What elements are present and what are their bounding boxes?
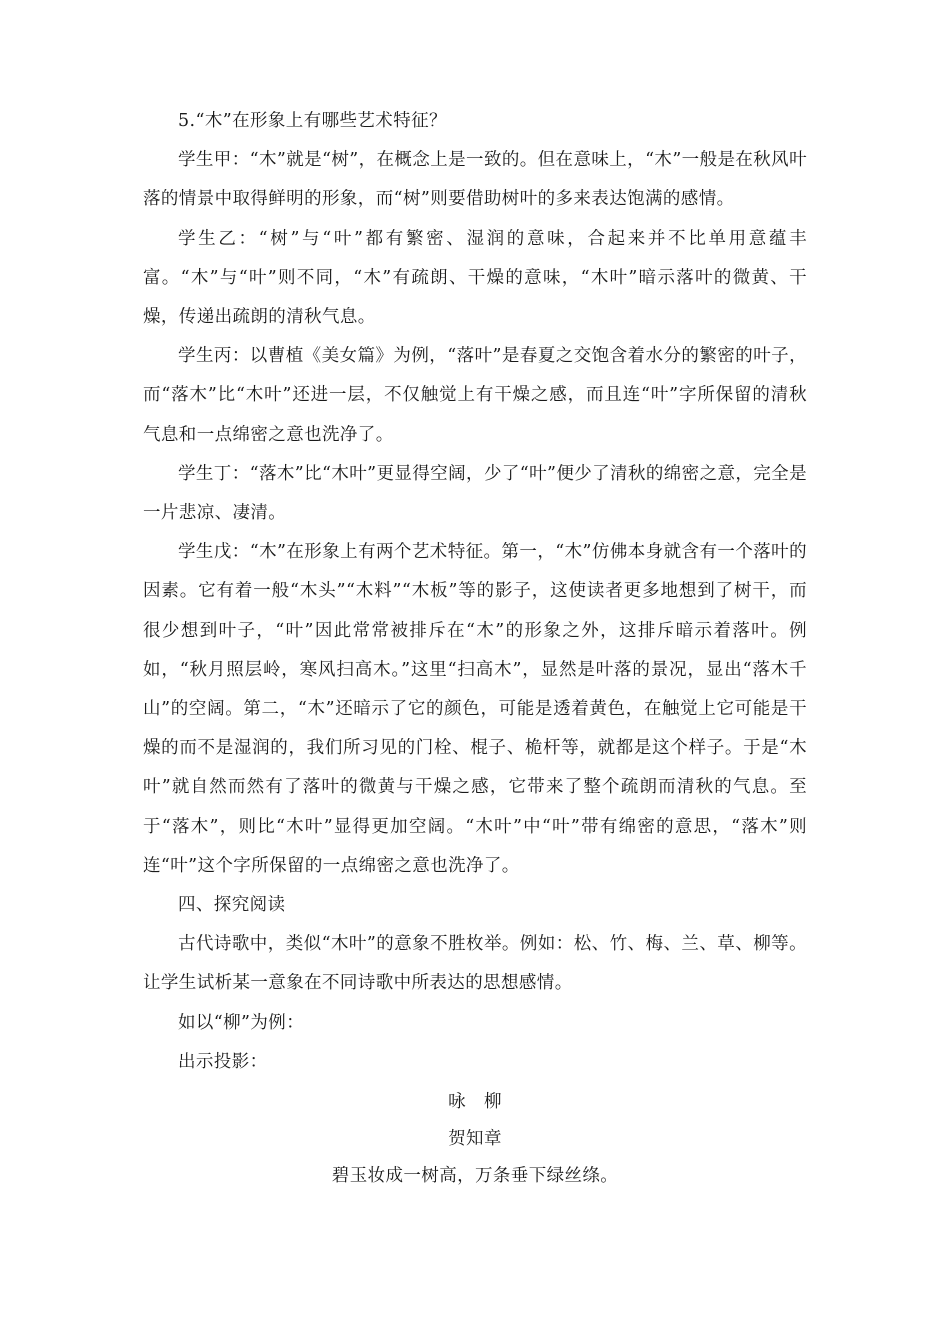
student-ding-answer: 学生丁：“落木”比“木叶”更显得空阔，少了“叶”便少了清秋的绵密之意，完全是一片悲凉、凄清。 xyxy=(143,463,807,524)
explore-reading-intro: 古代诗歌中，类似“木叶”的意象不胜枚举。例如：松、竹、梅、兰、草、柳等。让学生试析某一意象在不同诗歌中所表达的思想感情。 xyxy=(143,934,807,994)
question-5: 5.“木”在形象上有哪些艺术特征？ xyxy=(178,111,447,131)
poem-author: 贺知章 xyxy=(448,1129,502,1150)
student-wu-answer: 学生戊：“木”在形象上有两个艺术特征。第一，“木”仿佛本身就含有一个落叶的因素。它有着一般“木头”“木料”“木板”等的影子，这使读者更多地想到了树干，而很少想到叶子，“叶”因此常常被排斥在“木”的形象之外，这排斥暗示着落叶。例如，“秋月照层岭，寒风扫高木。”这里“扫高木”，显然是叶落的景况，显出“落木千山”的空阔。第二，“木”还暗示了它的颜色，可能是透着黄色，在触觉上它可能是干燥的而不是湿润的，我们所习见的门栓、棍子、桅杆等，就都是这个样子。于是“木叶”就自然而然有了落叶的微黄与干燥之感，它带来了整个疏朗而清秋的气息。至于“落木”，则比“木叶”显得更加空阔。“木叶”中“叶”带有绵密的意思，“落木”则连“叶”这个字所保留的一点绵密之意也洗净了。 xyxy=(143,542,807,876)
student-bing-answer: 学生丙：以曹植《美女篇》为例，“落叶”是春夏之交饱含着水分的繁密的叶子，而“落木”比“木叶”还进一层，不仅触觉上有干燥之感，而且连“叶”字所保留的清秋气息和一点绵密之意也洗净了。 xyxy=(143,346,807,445)
poem-line: 碧玉妆成一树高，万条垂下绿丝绦。 xyxy=(331,1166,619,1187)
show-projection-line: 出示投影： xyxy=(178,1051,268,1072)
document-page xyxy=(143,102,807,1195)
student-yi-answer: 学生乙：“树”与“叶”都有繁密、湿润的意味，合起来并不比单用意蕴丰富。“木”与“叶”则不同，“木”有疏朗、干燥的意味，“木叶”暗示落叶的微黄、干燥，传递出疏朗的清秋气息。 xyxy=(143,228,807,328)
poem-block xyxy=(143,1084,807,1195)
student-jia-answer: 学生甲：“木”就是“树”，在概念上是一致的。但在意味上，“木”一般是在秋风叶落的情景中取得鲜明的形象，而“树”则要借助树叶的多来表达饱满的感情。 xyxy=(143,150,807,210)
willow-example-line: 如以“柳”为例： xyxy=(178,1012,305,1033)
section-heading-explore-reading: 四、探究阅读 xyxy=(178,895,286,916)
poem-title: 咏 柳 xyxy=(448,1092,502,1113)
